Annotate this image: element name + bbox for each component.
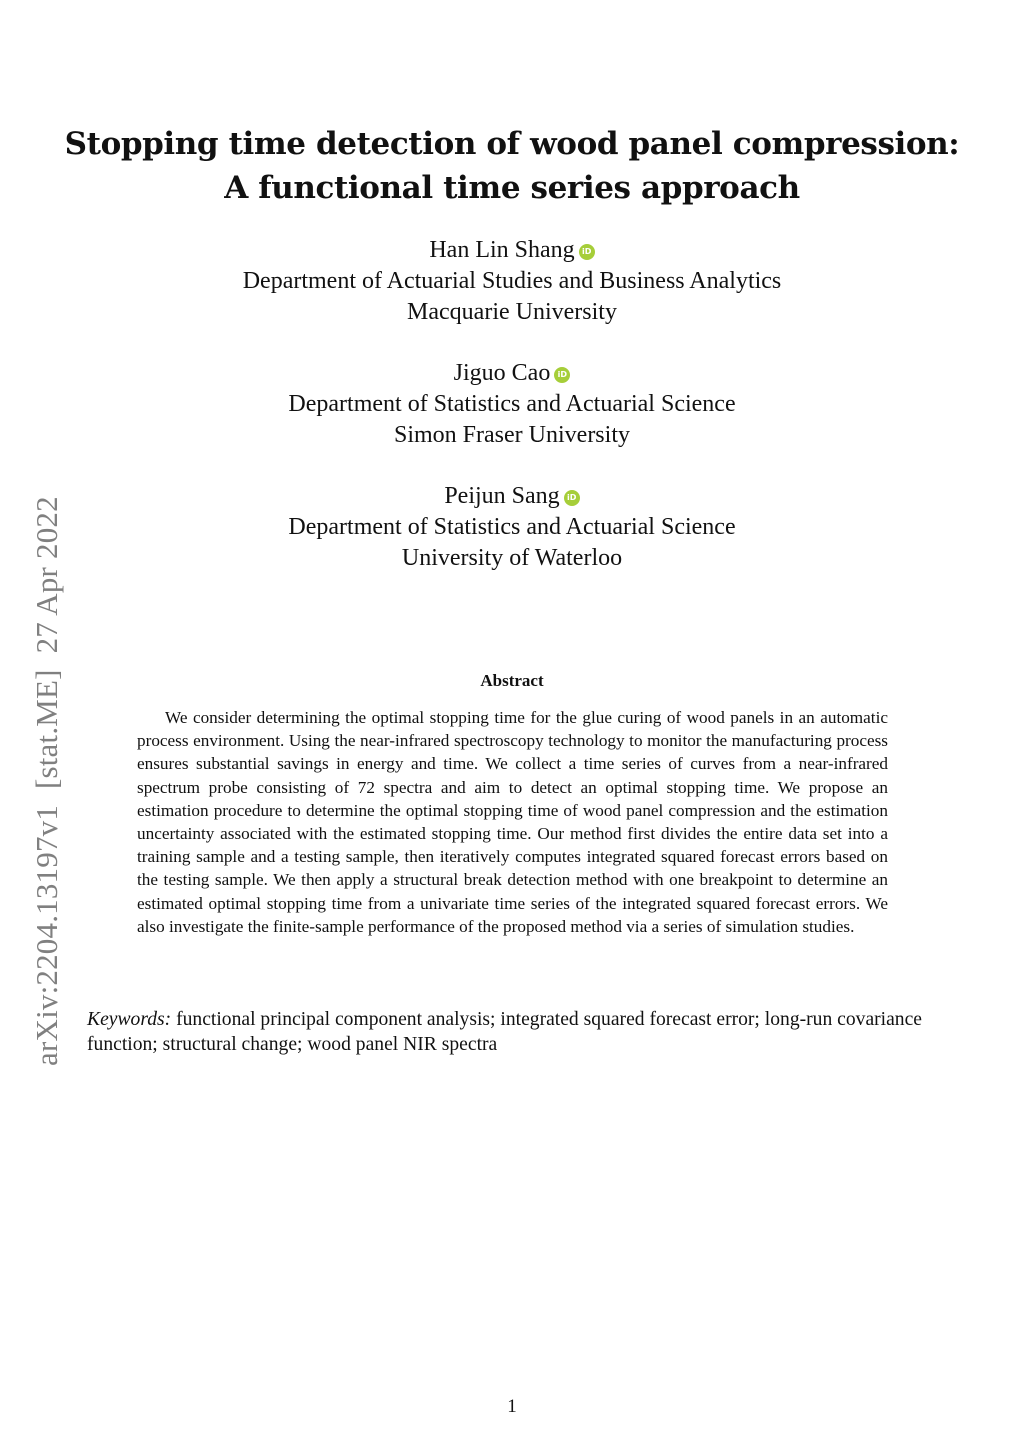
author-department: Department of Actuarial Studies and Business Analytics (242, 268, 782, 294)
author-name: Peijun Sang (444, 483, 560, 509)
author-block-3 (0, 481, 1024, 574)
abstract-body: We consider determining the optimal stopping time for the glue curing of wood panels in an automatic process environment. Using the near-infrared spectroscopy technology to monitor the manufacturing process ensures substantial savings in energy and time. We collect a time series of curves from a near-infrared spectrum probe consisting of 72 spectra and aim to detect an optimal stopping time. We propose an estimation procedure to determine the optimal stopping time of wood panel compression and the estimation uncertainty associated with the estimated stopping time. Our method first divides the entire data set into a training sample and a testing sample, then iteratively computes integrated squared forecast errors based on the testing sample. We then apply a structural break detection method with one breakpoint to determine an estimated optimal stopping time from a univariate time series of the integrated squared forecast errors. We also investigate the finite-sample performance of the proposed method via a series of simulation studies. (137, 708, 888, 936)
orcid-icon[interactable]: iD (554, 367, 570, 383)
keywords-section (87, 1007, 939, 1057)
author-name: Jiguo Cao (453, 360, 551, 386)
keywords-list: functional principal component analysis; integrated squared forecast error; long-run covariance function; structural change; wood panel NIR spectra (87, 1009, 922, 1055)
arxiv-identifier-stamp: arXiv:2204.13197v1 [stat.ME] 27 Apr 2022 (29, 496, 64, 1066)
author-institution: Simon Fraser University (394, 422, 630, 448)
orcid-icon[interactable]: iD (579, 244, 595, 260)
author-name: Han Lin Shang (429, 237, 575, 263)
author-department: Department of Statistics and Actuarial Science (288, 514, 736, 540)
page-number: 1 (507, 1396, 517, 1417)
paper-title (0, 122, 1024, 210)
keywords-label: Keywords: (87, 1009, 172, 1030)
author-department: Department of Statistics and Actuarial Science (288, 391, 736, 417)
author-block-1 (0, 235, 1024, 328)
orcid-icon[interactable]: iD (564, 490, 580, 506)
author-institution: University of Waterloo (401, 545, 623, 571)
author-block-2 (0, 358, 1024, 451)
paper-title-line-1: Stopping time detection of wood panel compression: (64, 126, 960, 162)
author-institution: Macquarie University (407, 299, 617, 325)
abstract-heading: Abstract (480, 671, 544, 690)
paper-title-line-2: A functional time series approach (224, 170, 800, 206)
